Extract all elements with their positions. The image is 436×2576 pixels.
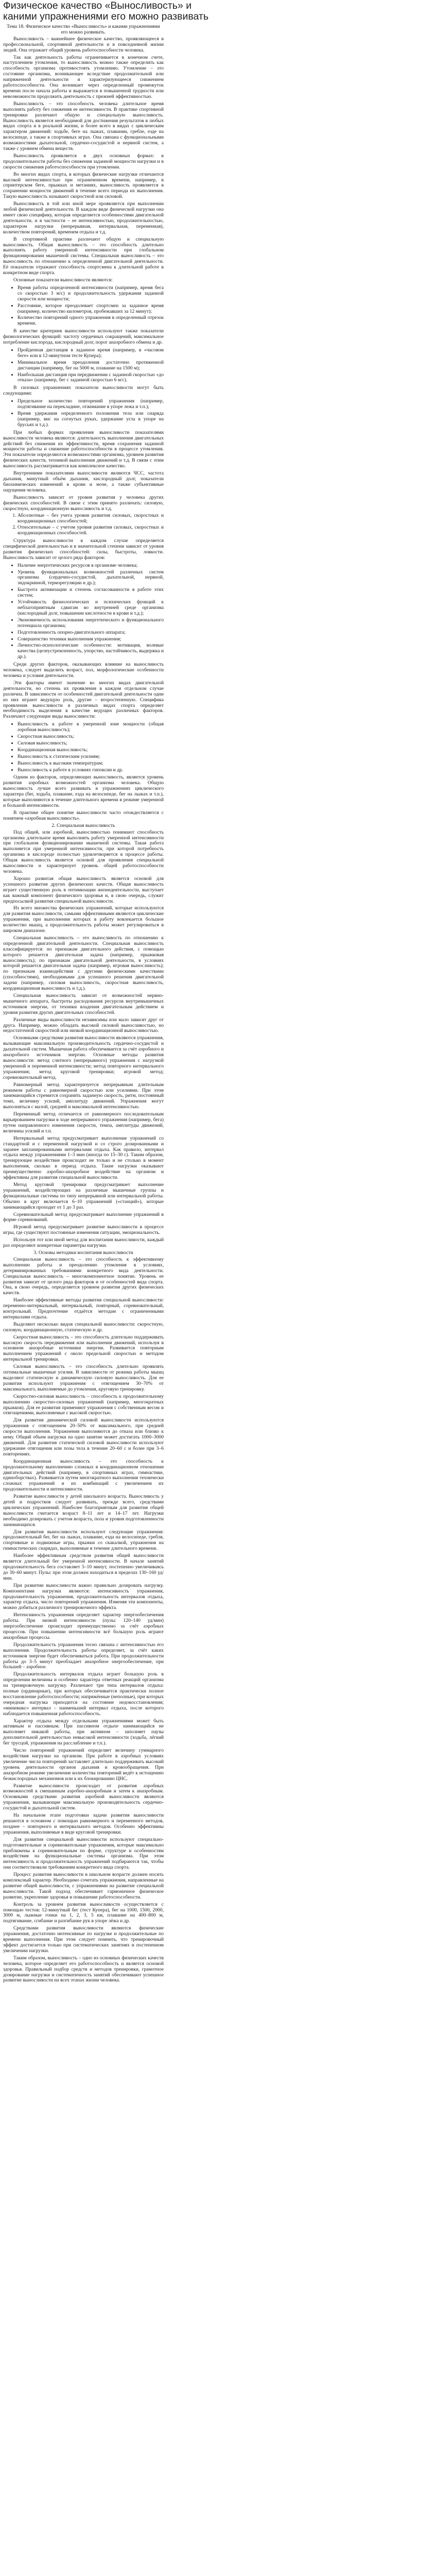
document-body <box>3 24 433 1984</box>
list-item: • Совершенство техники выполнения упражнения; <box>18 636 164 642</box>
paragraph: Скоростно-силовая выносливость – способность к продолжительному выполнению скоростно-силовых упражнений (например, многократных прыжков). Для ее развития применяют упражнения с собственным весом и отягощениями, выполняемые с высокой скоростью. <box>3 1393 164 1416</box>
paragraph: Равномерный метод характеризуется непрерывным длительным режимом работы с равномерной скоростью или усилиями. При этом занимающийся стремится сохранить заданную скорость, ритм, постоянный темп, величину усилий, амплитуду движений. Упражнения могут выполняться с малой, средней и максимальной интенсивностью. <box>3 1081 164 1110</box>
list-item: • Расстояние, которое преодолевает спортсмен за заданное время (например, количество километров, пробежавших за 12 минут); <box>18 303 164 315</box>
bullet-list <box>3 398 164 428</box>
paragraph: Наиболее эффективным средством развития общей выносливости является длительный бег умеренной интенсивности. В начале занятий продолжительность бега составляет 5–10 минут, постепенно увеличиваясь до 30–60 минут. Пульс при этом должен находиться в пределах 130–160 уд/мин. <box>3 1553 164 1581</box>
paragraph: Продолжительность упражнения тесно связана с интенсивностью его выполнения. Продолжительность работы определяет, за счёт каких источников энергии будет обеспечиваться работа. При продолжительности работы до 3–5 минут преобладает анаэробное энергообеспечение, при большей – аэробное. <box>3 1641 164 1670</box>
list-item: • Пройденная дистанция в заданное время (например, в «часовом беге» или в 12-минутном тесте Купера); <box>18 347 164 359</box>
list-item: 2. Относительные – с учетом уровня развития силовых, скоростных и координационных способностей. <box>18 525 164 536</box>
paragraph: Специальная выносливость – это выносливость по отношению к определенной двигательной деятельности. Специальная выносливость классифицируется: по признакам двигательного действия, с помощью которого решается двигательная задача (например, прыжковая выносливость); по признакам двигательной деятельности, в условиях которой решается двигательная задача (например, игровая выносливость); по признакам взаимодействия с другими физическими качествами (способностями), необходимыми для успешного решения двигательной задачи (например, силовая выносливость, скоростная выносливость, координационная выносливость и т.д.). <box>3 935 164 992</box>
bullet-list <box>3 721 164 773</box>
paragraph: Наиболее эффективные методы развития специальной выносливости: переменно-интервальный, интервальный, повторный, соревновательный, контрольный. Предпочтение отдаётся методам с ограниченными интервалами отдыха. <box>3 1297 164 1320</box>
paragraph: Под общей, или аэробной, выносливостью понимают способность организма длительное время выполнять работу умеренной интенсивности при глобальном функционировании мышечной системы. Такая работа выполняется при умеренной интенсивности, при которой потребность организма в кислороде полностью удовлетворяется в процессе работы. Общая выносливость является основой для проявления специальной выносливости и характеризует уровень общей работоспособности человека. <box>3 829 164 874</box>
paragraph: Специальная выносливость – это способность к эффективному выполнению работы и преодолению утомления в условиях, детерминированных требованиями конкретного вида деятельности. Специальная выносливость – многокомпонентное понятие. Уровень ее развития зависит от целого ряда факторов и от особенностей вида спорта. Она, в свою очередь, определяется уровнем развития других физических качеств. <box>3 1256 164 1296</box>
paragraph: Таким образом, выносливость – одно из основных физических качеств человека, которое определяет его работоспособность и является основой здоровья. Правильный подбор средств и методов тренировки, грамотное дозирование нагрузки и систематичность занятий обеспечивают успешное развитие выносливости на всех этапах жизни человека. <box>3 1955 164 1984</box>
paragraph: Игровой метод предусматривает развитие выносливости в процессе игры, где существуют постоянные изменения ситуации, эмоциональность. <box>3 1224 164 1236</box>
paragraph: В качестве критериев выносливости используют также показатели физиологических функций: частоту сердечных сокращений, максимальное потребление кислорода, кислородный долг, порог анаэробного обмена и др. <box>3 328 164 346</box>
list-item: • Координационная выносливость; <box>18 747 164 753</box>
bullet-list <box>3 347 164 383</box>
paragraph: Развитие выносливости у детей школьного возраста. Выносливость у детей и подростков следует развивать, прежде всего, средствами циклических упражнений. Наиболее благоприятным для развития общей выносливости считается возраст 8–11 лет и 14–17 лет. Нагрузки необходимо дозировать с учетом возраста, пола и уровня подготовленности занимающихся. <box>3 1494 164 1528</box>
paragraph: Для развития выносливости используют следующие упражнения: продолжительный бег, бег на лыжах, плавание, езда на велосипеде, гребля, спортивные и подвижные игры, прыжки со скакалкой, упражнения на гимнастических снарядах, выполняемые в течение длительного времени. <box>3 1529 164 1552</box>
section-heading: 2. Специальная выносливость <box>51 822 115 828</box>
paragraph: В спортивной практике различают общую и специальную выносливость. Общая выносливость – это способность длительно выполнять работу умеренной интенсивности при глобальном функционировании мышечной системы. Специальная выносливость – это выносливость по отношению к определенной двигательной деятельности. Её показатели отражают способность спортсмена к длительной работе в конкретном виде спорта. <box>3 236 164 276</box>
paragraph: Выносливость – это способность человека длительное время выполнять работу без снижения ее интенсивности. В практике спортивной тренировки различают общую и специальную выносливость. Выносливость является необходимой для достижения результатов в любых видах спорта и в реальной жизни, и более всего в видах с циклическим характером движений: ходьбе, беге на лыжах, плавании, гребле, езде на велосипеде, а также в спортивных играх. Она связана с функциональными возможностями дыхательной, сердечно-сосудистой и нервной систем, а также с уровнем обмена веществ. <box>3 100 164 152</box>
paragraph: Выделяют несколько видов специальной выносливости: скоростную, силовую, координационную, статическую и др. <box>3 1321 164 1333</box>
paragraph: Силовая выносливость – это способность длительно проявлять оптимальные мышечные усилия. В зависимости от режима работы мышц выделяют статическую и динамическую силовую выносливость. Для ее развития используют упражнения с отягощением 30–70% от максимального, выполняемые до утомления, круговую тренировку. <box>3 1364 164 1392</box>
paragraph: На начальном этапе подготовки задачи развития выносливости решаются в основном с помощью равномерного и переменного методов, позднее – повторного и интервального методов. Особенно эффективны упражнения, выполняемые в виде круговой тренировки. <box>3 1812 164 1835</box>
list-item: • Предельное количество повторений упражнения (например, подтягивание на перекладине, отжимание в упоре лежа и т.п.); <box>18 398 164 410</box>
list-item: • Экономичность использования энергетического и функционального потенциала организма; <box>18 617 164 629</box>
paragraph: При развитии выносливости важно правильно дозировать нагрузку. Компонентами нагрузки являются: интенсивность упражнения, продолжительность упражнения, продолжительность интервалов отдыха, характер отдыха, число повторений упражнения. Изменяя эти компоненты, можно добиться различного тренировочного эффекта. <box>3 1582 164 1611</box>
section-heading: Тема 18. Физическое качество «Выносливость» и какими упражнениями его можно развивать. <box>7 24 160 35</box>
paragraph: Число повторений упражнений определяет величину суммарного воздействия нагрузки на организм. При работе в аэробных условиях увеличение числа повторений заставляет длительно поддерживать высокий уровень деятельности органов дыхания и кровообращения. При анаэробном режиме увеличение количества повторений ведёт к истощению безкислородных механизмов или к их блокированию ЦНС. <box>3 1748 164 1782</box>
list-item: • Время работы определенной интенсивности (например, время бега со скоростью 3 м/с) и продолжительность удержания заданной скорости или мощности; <box>18 285 164 302</box>
paragraph: Хорошо развитая общая выносливость является основой для успешного развития других физических качеств. Общая выносливость играет существенную роль в оптимизации жизнедеятельности, выступает как важный компонент физического здоровья и, в свою очередь, служит предпосылкой развития специальной выносливости. <box>3 875 164 904</box>
list-item: • Выносливость к высоким температурам; <box>18 760 164 767</box>
paragraph: Структура выносливости в каждом случае определяется специфической деятельностью и в значительной степени зависит от уровня развития физических способностей: силы, быстроты, ловкости. Выносливость зависит от целого ряда факторов: <box>3 538 164 561</box>
paragraph: Выносливость в той или иной мере проявляется при выполнении любой физической деятельности. В каждом виде физической нагрузки она имеет свою специфику, которая определяется особенностями двигательной деятельности, и в частности – ее интенсивностью, продолжительностью, характером нагрузки (непрерывная, интервальная, переменная), количеством повторений, временем отдыха и т.д. <box>3 201 164 235</box>
paragraph: Из всего множества физических упражнений, которые используются для развития выносливости, самыми эффективными являются циклические упражнения, при выполнении которых в работу вовлекается большое количество мышц, а продолжительность работы может регулироваться в широком диапазоне. <box>3 905 164 934</box>
paragraph: Переменный метод отличается от равномерного последовательным варьированием нагрузки в ходе непрерывного упражнения (например, бега) путем направленного изменения скорости, темпа, амплитуды движений, величины усилий и т.п. <box>3 1111 164 1134</box>
bullet-list <box>3 563 164 660</box>
paragraph: Характер отдыха между отдельными упражнениями может быть активным и пассивным. При пассивном отдыхе занимающийся не выполняет никакой работы, при активном – заполняет паузы дополнительной деятельностью невысокой интенсивности (ходьба, лёгкий бег трусцой, упражнения на расслабление и т.п.). <box>3 1718 164 1747</box>
list-item: • Силовая выносливость; <box>18 740 164 747</box>
paragraph: Развитие выносливости происходит от развития аэробных возможностей к смешанным аэробно-анаэробным и затем к анаэробным. Основными средствами развития аэробной выносливости являются упражнения, вызывающие максимальную производительность сердечно-сосудистой и дыхательной систем. <box>3 1783 164 1811</box>
list-item: • Личностно-психологические особенности: мотивация, волевые качества (целеустремленность, упорство, настойчивость, выдержка и др.). <box>18 642 164 660</box>
paragraph: Координационная выносливость – это способность к продолжительному выполнению сложных в координационном отношении двигательных действий (например, в спортивных играх, гимнастике, единоборствах). Развивается путем многократного выполнения технически сложных упражнений и их комбинаций с увеличением их продолжительности и интенсивности. <box>3 1458 164 1493</box>
paragraph: Для развития динамической силовой выносливости используются упражнения с отягощением 20–50% от максимального, при средней скорости выполнения. Упражнения выполняются до отказа или близко к нему. Общий объем нагрузки на одно занятие может достигать 1000–3000 движений. Для развития статической силовой выносливости используют удержание отягощения или позы тела в течение 20–60 с и более при 3–6 повторениях. <box>3 1417 164 1457</box>
paragraph: Контроль за уровнем развития выносливости осуществляется с помощью тестов: 12-минутный бег (тест Купера), бег на 1000, 1500, 2000, 3000 м, лыжные гонки на 1, 2, 3, 5 км, плавание на 400–800 м, подтягивание, сгибание и разгибание рук в упоре лёжа и др. <box>3 1901 164 1924</box>
list-item: • Количество повторений одного упражнения в определенный отрезок времени. <box>18 315 164 327</box>
paragraph: Метод круговой тренировки предусматривает выполнение упражнений, воздействующих на различные мышечные группы и функциональные системы по типу непрерывной или интервальной работы. Обычно в круг включается 6–10 упражнений («станций»), которые занимающийся проходит от 1 до 3 раз. <box>3 1182 164 1210</box>
list-item: • Подготовленность опорно-двигательного аппарата; <box>18 630 164 636</box>
paragraph: Во многих видах спорта, в которых физические нагрузки отличаются высокой интенсивностью при ограниченном времени, например, в спринтерском беге, прыжках и метаниях, выносливость проявляется в сохранении мощности движений в течение всего периода их выполнения. Такую выносливость называют скоростной или силовой. <box>3 171 164 200</box>
bullet-list <box>3 285 164 327</box>
list-item: • Выносливость к работе в умеренной зоне мощности (общая аэробная выносливость); <box>18 721 164 733</box>
paragraph: Интервальный метод предусматривает выполнение упражнений со стандартной и с переменной нагрузкой и со строго дозированными и заранее запланированными интервалами отдыха. Как правило, интервал отдыха между упражнениями 1–3 мин (иногда по 15–30 с). Таким образом, тренирующее воздействие происходит не только и не столько в момент выполнения, сколько в период отдыха. Такие нагрузки оказывают преимущественно аэробно-анаэробное воздействие на организм и эффективны для развития специальной выносливости. <box>3 1135 164 1181</box>
paragraph: При любых формах проявления выносливости показателями выносливости человека являются: длительность выполнения двигательных действий без снижения их эффективности, время сохранения заданной мощности работы и снижение работоспособности в процессе утомления. Эти показатели определяются возможностями организма, уровнем развития физических качеств, техникой выполнения движений и т.д. В связи с этим выносливость рассматривается как комплексное качество. <box>3 429 164 469</box>
paragraph: Одним из факторов, определяющих выносливость, является уровень развития аэробных возможностей организма человека. Общую выносливость лучше всего развивать в упражнениях циклического характера (бег, ходьба, плавание, езда на велосипеде, бег на лыжах и т.п.), которые выполняются в течение длительного времени в режиме умеренной и большой интенсивности. <box>3 774 164 808</box>
list-item: • Минимальное время преодоления достаточно протяженной дистанции (например, бег на 5000 м, плавание на 1500 м); <box>18 360 164 371</box>
page-title: Физическое качество «Выносливость» и каними упражнениями его можно развивать <box>3 0 208 22</box>
paragraph: Различные виды выносливости независимы или мало зависят друг от друга. Например, можно обладать высокой силовой выносливостью, но недостаточной скоростной или низкой координационной выносливостью. <box>3 1016 164 1034</box>
list-item: 1. Абсолютные – без учета уровня развития силовых, скоростных и координационных способностей; <box>18 513 164 524</box>
list-item: • Наибольшая дистанция при передвижении с заданной скоростью «до отказа» (например, бег с заданной скоростью 6 м/с). <box>18 372 164 384</box>
list-item: • Быстрота активизации и степень согласованности в работе этих систем; <box>18 587 164 599</box>
paragraph: Средствами развития выносливости являются физические упражнения, достаточно интенсивные по нагрузке и продолжительные по времени выполнения. При этом следует помнить, что тренировочный эффект достигается только при систематических занятиях и постепенном увеличении нагрузки. <box>3 1925 164 1954</box>
paragraph: Соревновательный метод предусматривает выполнение упражнений в форме соревнований. <box>3 1211 164 1223</box>
list-item: • Выносливость к работе в условиях гипоксии и др. <box>18 767 164 773</box>
paragraph: Среди других факторов, оказывающих влияние на выносливость человека, следует выделить возраст, пол, морфологические особенности человека и условия деятельности. <box>3 662 164 679</box>
list-item: • Скоростная выносливость; <box>18 734 164 740</box>
list-item: • Время удержания определенного положения тела или снаряда (например, вис на согнутых руках, удержание угла в упоре на брусьях и т.д.). <box>18 411 164 428</box>
paragraph: Скоростная выносливость – это способность длительно поддерживать высокую скорость передвижения или выполнения движений, используя в основном анаэробные источники энергии. Развивается повторным выполнением упражнений с около предельной скоростью и методом интервальной тренировки. <box>3 1334 164 1363</box>
list-item: • Наличие энергетических ресурсов в организме человека; <box>18 563 164 569</box>
paragraph: Основными средствами развития выносливости являются упражнения, вызывающие максимальную производительность сердечно-сосудистой и дыхательной систем. Мышечная работа обеспечивается за счёт аэробного и анаэробного источников энергии. Основные методы развития выносливости: метод слитного (непрерывного) упражнения с нагрузкой умеренной и переменной интенсивности; метод повторного интервального упражнения; метод круговой тренировки; игровой метод; соревновательный метод. <box>3 1035 164 1080</box>
paragraph: Выносливость проявляется в двух основных формах: в продолжительности работы без снижения заданной мощности нагрузки и в скорости снижения работоспособности при утомлении. <box>3 152 164 170</box>
numbered-list <box>3 513 164 536</box>
paragraph: Основные показатели выносливости являются: <box>13 277 113 283</box>
paragraph: Так как деятельность работы ограничивается в конечном счете, наступлением утомления, то выносливость можно также определить как способность организма противостоять утомлению. Утомление – это состояние организма, возникающее вследствие продолжительной или напряженной деятельности и характеризующееся снижением работоспособности. Она возникает через определенный промежуток времени после начала работы и выражается в повышенной трудности или невозможности продолжить деятельность с прежней эффективностью. <box>3 54 164 99</box>
paragraph: Процесс развития выносливости в школьном возрасте должен носить комплексный характер. Необходимо сочетать упражнения, направленные на развитие общей выносливости, с упражнениями на развитие специальной выносливости. Такой подход обеспечивает гармоничное физическое развитие, укрепление здоровья и повышение работоспособности. <box>3 1872 164 1900</box>
section-heading: 3. Основы методики воспитания выносливости <box>33 1249 133 1256</box>
paragraph: Выносливость – важнейшее физическое качество, проявляющееся в профессиональной, спортивной деятельности и в повседневной жизни людей. Она отражает общий уровень работоспособности человека. <box>3 36 164 53</box>
paragraph: Продолжительность интервалов отдыха играет большую роль в определении величины и особенно характера ответных реакций организма на тренировочную нагрузку. Различают три типа интервалов отдыха: полные (ординарные), при которых обеспечивается практически полное восстановление работоспособности; напряжённые (неполные), при которых очередная нагрузка приходится на состояние недовосстановления; «минимакс» интервал – наименьший интервал отдыха, после которого наблюдается повышенная работоспособность. <box>3 1671 164 1717</box>
page <box>3 1 433 1984</box>
paragraph: В практике общее понятие выносливости часто отождествляется с понятием «аэробная выносливость». <box>3 809 164 821</box>
list-item: • Уровень функциональных возможностей различных систем организма (сердечно-сосудистой, дыхательной, нервной, эндокринной, терморегуляции и др.); <box>18 569 164 587</box>
paragraph: Эти факторы имеют значение во многих видах двигательной деятельности, но степень их проявления в каждом отдельном случае различна. В зависимости от особенностей двигательной деятельности одни из них играют ведущую роль, другие – второстепенную. Специфика проявления выносливости в различных видах спорта определяет необходимость выделения в качестве ведущих различных факторов. Различают следующие виды выносливости: <box>3 680 164 720</box>
paragraph: Используя тот или иной метод для воспитания выносливости, каждый раз определяют конкретные параметры нагрузки. <box>3 1237 164 1249</box>
paragraph: Выносливость зависит от уровня развития у человека других физических способностей. В связи с этим принято различать: силовую, скоростную, координационную выносливость и т.д. <box>3 494 164 512</box>
paragraph: Для развития специальной выносливости используют специально-подготовительные и соревновательные упражнения, которые максимально приближены к соревновательным по форме, структуре и особенностям воздействия на функциональные системы организма. При этом интенсивность и продолжительность упражнений подбираются так, чтобы они соответствовали требованиям конкретного вида спорта. <box>3 1836 164 1871</box>
list-item: • Устойчивость физиологических и психических функций к неблагоприятным сдвигам во внутренней среде организма (кислородный долг, повышение кислотности в крови и т.д.); <box>18 599 164 617</box>
list-item: • Выносливость к статическим усилиям; <box>18 754 164 760</box>
paragraph: Внутренними показателями выносливости являются ЧСС, частота дыхания, минутный объём дыхания, кислородный долг, показатели биохимических изменений в крови и моче, а также субъективные ощущения человека. <box>3 470 164 493</box>
paragraph: Специальная выносливость зависит от возможностей нервно-мышечного аппарата, быстроты расходования ресурсов внутримышечных источников энергии, от техники владения двигательным действием и уровня развития других двигательных способностей. <box>3 993 164 1015</box>
paragraph: В силовых упражнениях показатели выносливости могут быть следующими: <box>3 385 164 397</box>
paragraph: Интенсивность упражнения определяет характер энергообеспечения работы. При низкой интенсивности (пульс 120–140 уд/мин) энергообеспечение происходит преимущественно за счёт аэробных процессов. При повышении интенсивности всё большую роль играют анаэробные процессы. <box>3 1612 164 1640</box>
